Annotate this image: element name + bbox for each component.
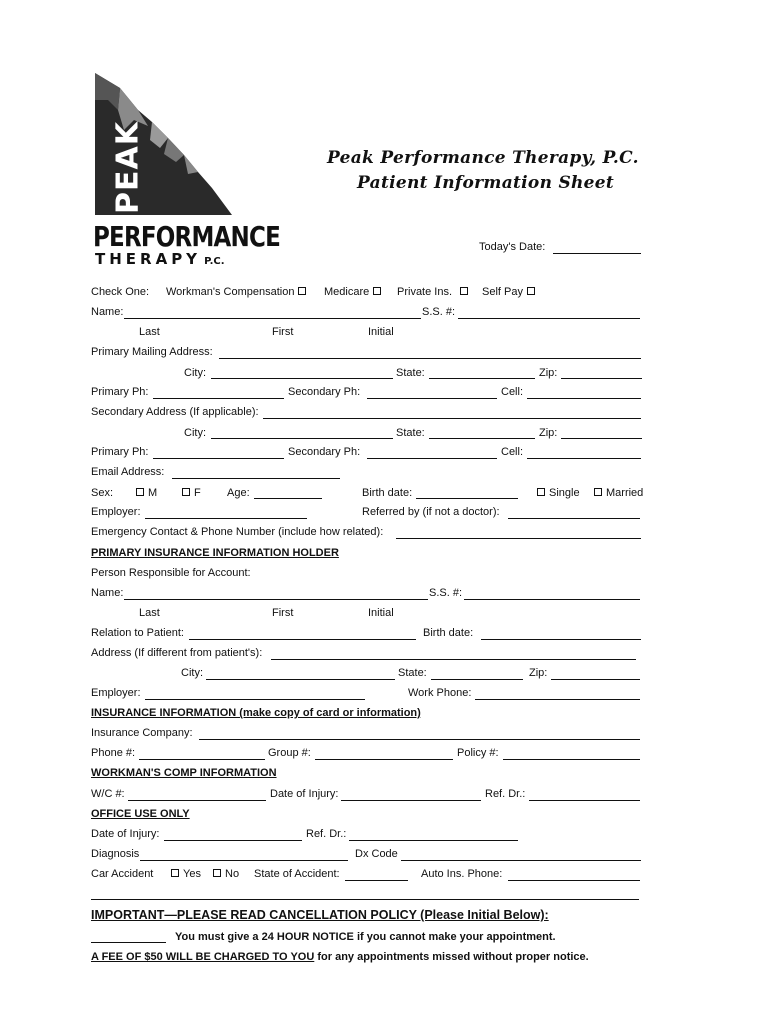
city-field[interactable] [211, 378, 393, 379]
todays-date-label: Today's Date: [479, 241, 546, 253]
mailing-address-label: Primary Mailing Address: [91, 346, 213, 358]
state-field[interactable] [429, 438, 535, 439]
secondary-address-field[interactable] [263, 418, 641, 419]
employer-label: Employer: [91, 506, 141, 518]
office-date-of-injury-field[interactable] [164, 840, 302, 841]
holder-birth-date-field[interactable] [481, 639, 641, 640]
state-of-accident-field[interactable] [345, 880, 408, 881]
birth-date-field[interactable] [416, 498, 518, 499]
fee-rest-text: for any appointments missed without proper notice. [314, 951, 589, 963]
option-label: Private Ins. [397, 286, 453, 298]
primary-phone-label: Primary Ph: [91, 446, 149, 458]
patient-ss-label: S.S. #: [422, 306, 456, 318]
holder-employer-label: Employer: [91, 687, 141, 699]
state-label: State: [396, 367, 425, 379]
logo-therapy-word: THERAPY [95, 250, 202, 268]
cell-field[interactable] [527, 398, 641, 399]
cell-label: Cell: [501, 386, 524, 398]
fee-text [91, 951, 589, 963]
name-first-caption: First [272, 607, 294, 619]
group-label: Group #: [268, 747, 311, 759]
option-private-ins[interactable] [397, 286, 468, 298]
holder-address-field[interactable] [271, 659, 636, 660]
logo-performance-text: PERFORMANCE [93, 222, 280, 254]
zip-label: Zip: [539, 367, 558, 379]
name-initial-caption: Initial [368, 326, 394, 338]
cell-label: Cell: [501, 446, 524, 458]
diagnosis-field[interactable] [140, 860, 348, 861]
secondary-phone-label: Secondary Ph: [288, 386, 361, 398]
primary-phone-label: Primary Ph: [91, 386, 149, 398]
emergency-contact-label: Emergency Contact & Phone Number (include how related): [91, 526, 384, 538]
checkbox-icon[interactable] [537, 488, 545, 496]
wc-ref-dr-label: Ref. Dr.: [485, 788, 526, 800]
cancellation-policy-heading: IMPORTANT—PLEASE READ CANCELLATION POLICY (Please Initial Below): [91, 908, 549, 922]
secondary-address-label: Secondary Address (If applicable): [91, 406, 259, 418]
secondary-phone-field[interactable] [367, 398, 497, 399]
option-workmans-comp[interactable] [166, 286, 306, 298]
group-field[interactable] [315, 759, 453, 760]
logo-therapy-text [95, 250, 225, 268]
wc-date-of-injury-field[interactable] [341, 800, 481, 801]
state-label: State: [396, 427, 425, 439]
option-label: M [148, 487, 158, 499]
work-phone-label: Work Phone: [408, 687, 472, 699]
age-field[interactable] [254, 498, 322, 499]
insurance-holder-heading: PRIMARY INSURANCE INFORMATION HOLDER [91, 547, 339, 559]
city-label: City: [184, 427, 206, 439]
city-label: City: [184, 367, 206, 379]
option-label: Workman's Compensation [166, 286, 295, 298]
diagnosis-label: Diagnosis [91, 848, 140, 860]
state-field[interactable] [431, 679, 523, 680]
single-option[interactable] [537, 487, 580, 499]
person-responsible-label: Person Responsible for Account: [91, 567, 251, 579]
workmans-comp-heading: WORKMAN'S COMP INFORMATION [91, 767, 277, 779]
insurance-phone-label: Phone #: [91, 747, 136, 759]
office-use-heading: OFFICE USE ONLY [91, 808, 190, 820]
option-label: Married [606, 487, 644, 499]
dx-code-label: Dx Code [355, 848, 398, 860]
city-field[interactable] [206, 679, 395, 680]
referred-by-field[interactable] [508, 518, 640, 519]
mailing-address-field[interactable] [219, 358, 641, 359]
option-self-pay[interactable] [482, 286, 535, 298]
sex-male-option[interactable] [136, 487, 157, 499]
work-phone-field[interactable] [475, 699, 640, 700]
checkbox-icon[interactable] [171, 869, 179, 877]
zip-label: Zip: [529, 667, 548, 679]
car-accident-no-option[interactable] [213, 868, 239, 880]
policy-field[interactable] [503, 759, 640, 760]
married-option[interactable] [594, 487, 643, 499]
holder-name-field[interactable] [124, 599, 428, 600]
option-medicare[interactable] [324, 286, 381, 298]
dx-code-field[interactable] [401, 860, 641, 861]
primary-phone-field[interactable] [153, 458, 284, 459]
option-label: Self Pay [482, 286, 523, 298]
birth-date-label: Birth date: [362, 487, 413, 499]
policy-label: Policy #: [457, 747, 499, 759]
state-of-accident-label: State of Accident: [254, 868, 340, 880]
company-logo [90, 70, 280, 270]
insurance-company-label: Insurance Company: [91, 727, 193, 739]
sex-label: Sex: [91, 487, 114, 499]
zip-label: Zip: [539, 427, 558, 439]
option-label: F [194, 487, 201, 499]
form-title: Peak Performance Therapy, P.C. [327, 148, 639, 168]
option-label: No [225, 868, 240, 880]
secondary-phone-field[interactable] [367, 458, 497, 459]
holder-birth-date-label: Birth date: [423, 627, 474, 639]
wc-number-label: W/C #: [91, 788, 125, 800]
form-subtitle: Patient Information Sheet [357, 173, 615, 193]
car-accident-yes-option[interactable] [171, 868, 201, 880]
city-label: City: [181, 667, 203, 679]
email-label: Email Address: [91, 466, 165, 478]
section-divider [91, 899, 639, 900]
todays-date-field[interactable] [553, 253, 641, 254]
name-last-caption: Last [139, 607, 160, 619]
policy-initial-field[interactable] [91, 942, 166, 943]
insurance-phone-field[interactable] [139, 759, 265, 760]
zip-field[interactable] [551, 679, 640, 680]
wc-number-field[interactable] [128, 800, 266, 801]
cell-field[interactable] [527, 458, 641, 459]
age-label: Age: [227, 487, 250, 499]
emergency-contact-field[interactable] [396, 538, 641, 539]
car-accident-label: Car Accident [91, 868, 154, 880]
wc-date-of-injury-label: Date of Injury: [270, 788, 339, 800]
wc-ref-dr-field[interactable] [529, 800, 640, 801]
zip-field[interactable] [561, 378, 642, 379]
notice-text: You must give a 24 HOUR NOTICE if you cannot make your appointment. [175, 931, 556, 943]
fee-underlined-text: A FEE OF $50 WILL BE CHARGED TO YOU [91, 951, 315, 963]
option-label: Yes [183, 868, 201, 880]
referred-by-label: Referred by (if not a doctor): [362, 506, 500, 518]
state-field[interactable] [429, 378, 535, 379]
secondary-phone-label: Secondary Ph: [288, 446, 361, 458]
office-ref-dr-field[interactable] [349, 840, 518, 841]
checkbox-icon[interactable] [213, 869, 221, 877]
check-one-label: Check One: [91, 286, 150, 298]
checkbox-icon[interactable] [460, 287, 468, 295]
holder-ss-field[interactable] [464, 599, 640, 600]
checkbox-icon[interactable] [373, 287, 381, 295]
checkbox-icon[interactable] [182, 488, 190, 496]
checkbox-icon[interactable] [594, 488, 602, 496]
holder-employer-field[interactable] [145, 699, 365, 700]
city-field[interactable] [211, 438, 393, 439]
name-first-caption: First [272, 326, 294, 338]
zip-field[interactable] [561, 438, 642, 439]
insurance-company-field[interactable] [199, 739, 640, 740]
patient-name-label: Name: [91, 306, 124, 318]
email-field[interactable] [172, 478, 340, 479]
checkbox-icon[interactable] [527, 287, 535, 295]
employer-field[interactable] [145, 518, 307, 519]
checkbox-icon[interactable] [136, 488, 144, 496]
logo-pc-word: P.C. [204, 256, 225, 267]
primary-phone-field[interactable] [153, 398, 284, 399]
option-label: Medicare [324, 286, 370, 298]
sex-female-option[interactable] [182, 487, 201, 499]
insurance-info-heading: INSURANCE INFORMATION (make copy of card or information) [91, 707, 421, 719]
auto-ins-phone-field[interactable] [508, 880, 640, 881]
auto-ins-phone-label: Auto Ins. Phone: [421, 868, 503, 880]
option-label: Single [549, 487, 580, 499]
office-ref-dr-label: Ref. Dr.: [306, 828, 347, 840]
patient-name-field[interactable] [124, 318, 421, 319]
holder-ss-label: S.S. #: [429, 587, 463, 599]
relation-label: Relation to Patient: [91, 627, 184, 639]
name-last-caption: Last [139, 326, 160, 338]
patient-ss-field[interactable] [458, 318, 640, 319]
checkbox-icon[interactable] [298, 287, 306, 295]
relation-field[interactable] [189, 639, 416, 640]
logo-peak-text: PEAK [110, 121, 146, 214]
name-initial-caption: Initial [368, 607, 394, 619]
office-date-of-injury-label: Date of Injury: [91, 828, 160, 840]
holder-address-label: Address (If different from patient's): [91, 647, 263, 659]
state-label: State: [398, 667, 427, 679]
holder-name-label: Name: [91, 587, 124, 599]
